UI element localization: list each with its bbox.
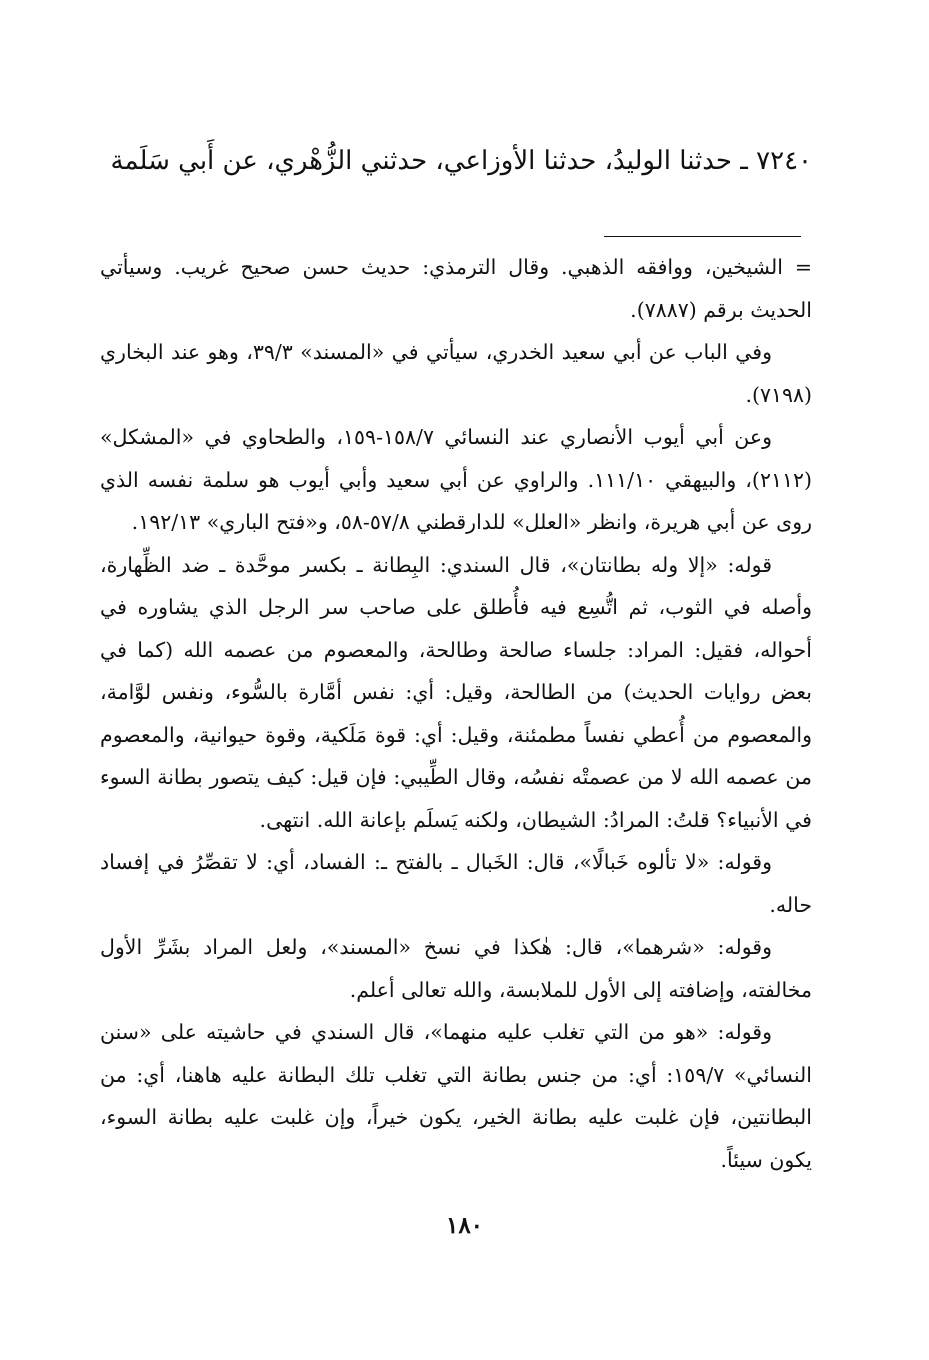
footnote-paragraph: وقوله: «شرهما»، قال: هٰكذا في نسخ «المسند»، ولعل المراد بشَرِّ الأول مخالفته، وإضافته إلى الأول للملابسة، والله تعالى أعلم. [100,935,812,1002]
footnote-paragraph: قوله: «إلا وله بطانتان»، قال السندي: البِطانة ـ بكسر موحَّدة ـ ضد الظِّهارة، وأصله في الثوب، ثم اتُّسِع فيه فأُطلق على صاحب سر الرجل الذي يشاوره في أحواله، فقيل: المراد: جلساء صالحة وطالحة، والمعصوم من عصمه الله (كما في بعض روايات الحديث) من الطالحة، وقيل: أي: نفس أمَّارة بالسُّوء، ونفس لوَّامة، والمعصوم من أُعطي نفساً مطمئنة، وقيل: أي: قوة مَلَكية، وقوة حيوانية، والمعصوم من عصمه الله لا من عصمتْه نفسُه، وقال الطِّيبي: فإن قيل: كيف يتصور بطانة السوء في الأنبياء؟ قلتُ: المرادُ: الشيطان، ولكنه يَسلَم بإعانة الله. انتهى. [100,552,812,832]
footnote-continuation: = الشيخين، ووافقه الذهبي. وقال الترمذي: حديث حسن صحيح غريب. وسيأتي الحديث برقم (٧٨٨٧). [100,255,812,322]
footnote-paragraph: وقوله: «لا تألوه خَبالًا»، قال: الخَبال ـ بالفتح ـ: الفساد، أي: لا تقصِّرُ في إفساد حاله. [100,850,812,917]
footnote-divider [604,236,801,237]
hadith-text: ٧٢٤٠ ـ حدثنا الوليدُ، حدثنا الأوزاعي، حدثني الزُّهْري، عن أَبي سَلَمة [110,146,812,176]
footnotes [100,246,812,1181]
footnote-paragraph: وقوله: «هو من التي تغلب عليه منهما»، قال السندي في حاشيته على «سنن النسائي» ١٥٩/٧: أي: من جنس بطانة التي تغلب تلك البطانة عليه هاهنا، أي: من البطانتين، فإن غلبت عليه بطانة الخير، يكون خيراً، وإن غلبت عليه بطانة السوء، يكون سيئاً. [100,1020,812,1172]
page-number: ١٨٠ [445,1212,484,1239]
footnote-paragraph: وفي الباب عن أبي سعيد الخدري، سيأتي في «المسند» ٣٩/٣، وهو عند البخاري (٧١٩٨). [100,340,812,407]
footnote-paragraph: وعن أبي أيوب الأنصاري عند النسائي ١٥٨/٧-١٥٩، والطحاوي في «المشكل» (٢١١٢)، والبيهقي ١١١/١٠. والراوي عن أبي سعيد وأبي أيوب هو سلمة نفسه الذي روى عن أبي هريرة، وانظر «العلل» للدارقطني ٥٧/٨-٥٨، و«فتح الباري» ١٩٢/١٣. [100,425,812,534]
